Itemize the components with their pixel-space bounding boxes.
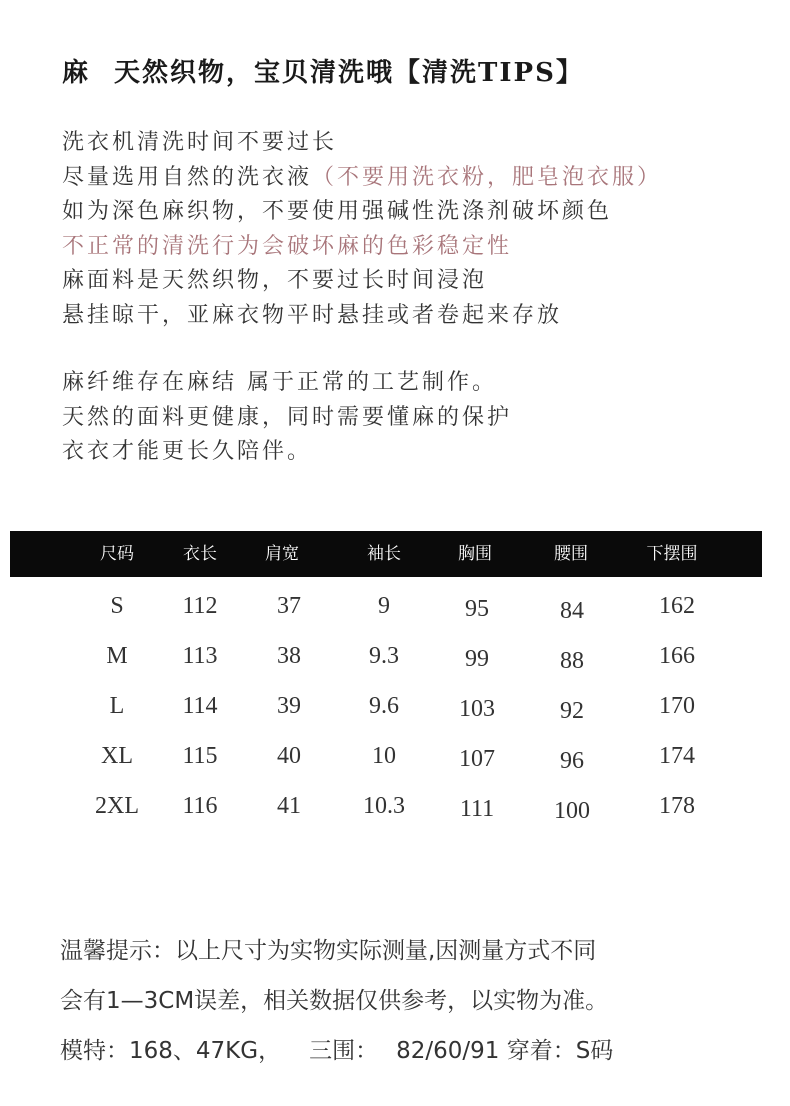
tip-line: 洗衣机清洗时间不要过长 (62, 130, 338, 155)
header-waist: 腰围 (554, 544, 588, 564)
cell-chest: 99 (465, 646, 489, 672)
measurement-footer (60, 926, 613, 1076)
cell-chest: 103 (459, 696, 495, 722)
tip-line: 麻面料是天然织物，不要过长时间浸泡 (62, 268, 488, 293)
size-table-body (0, 585, 790, 845)
cell-sleeve: 10 (372, 743, 396, 769)
cell-shoulder: 41 (277, 793, 301, 819)
cell-length: 112 (182, 593, 218, 619)
cell-hem: 162 (659, 593, 695, 619)
title-fabric: 麻 (62, 58, 91, 88)
header-hem: 下摆围 (646, 544, 698, 564)
table-row (0, 793, 790, 843)
cell-length: 116 (182, 793, 218, 819)
cell-shoulder: 39 (277, 693, 301, 719)
cell-shoulder: 40 (277, 743, 301, 769)
cell-sleeve: 9.3 (369, 643, 399, 669)
cell-shoulder: 37 (277, 593, 301, 619)
header-size: 尺码 (100, 544, 134, 564)
cell-hem: 170 (659, 693, 695, 719)
page-title (62, 52, 584, 89)
table-row (0, 693, 790, 743)
tip-line: 悬挂晾干，亚麻衣物平时悬挂或者卷起来存放 (62, 302, 563, 328)
measurements-label: 三围： (309, 1038, 379, 1064)
cell-chest: 107 (459, 746, 495, 772)
cleaning-tips (62, 126, 662, 333)
tip-highlight: （不要用洗衣粉，肥皂泡衣服） (312, 164, 663, 190)
cell-size: XL (101, 743, 133, 769)
header-shoulder: 肩宽 (265, 544, 299, 564)
cell-size: S (110, 593, 124, 619)
cell-waist: 88 (560, 648, 584, 674)
cell-sleeve: 9 (378, 593, 390, 619)
cell-sleeve: 10.3 (363, 793, 405, 819)
tip-line: 如为深色麻织物，不要使用强碱性洗涤剂破坏颜色 (62, 199, 613, 224)
table-row (0, 643, 790, 693)
footer-line: 温馨提示：以上尺寸为实物实际测量,因测量方式不同 (60, 938, 597, 964)
note-line: 麻纤维存在麻结 属于正常的工艺制作。 (62, 370, 497, 395)
cell-hem: 166 (659, 643, 695, 669)
tip-line: 尽量选用自然的洗衣液（不要用洗衣粉，肥皂泡衣服） (62, 164, 663, 190)
cell-waist: 96 (560, 748, 584, 774)
table-row (0, 593, 790, 643)
model-label: 模特：168、47KG， (60, 1038, 282, 1064)
cell-waist: 100 (554, 798, 590, 824)
cell-hem: 174 (659, 743, 695, 769)
tip-warning-line: 不正常的清洗行为会破坏麻的色彩稳定性 (62, 233, 513, 259)
header-sleeve: 袖长 (367, 544, 401, 564)
cell-length: 113 (182, 643, 218, 669)
cell-length: 115 (182, 743, 218, 769)
cell-chest: 111 (459, 796, 495, 822)
cell-waist: 84 (560, 598, 584, 624)
wearing-label: 穿着：S码 (506, 1038, 614, 1064)
size-table-header (10, 531, 762, 577)
cell-size: M (106, 643, 128, 669)
header-length: 衣长 (183, 544, 217, 564)
cell-waist: 92 (560, 698, 584, 724)
cell-shoulder: 38 (277, 643, 301, 669)
cell-sleeve: 9.6 (369, 693, 399, 719)
cell-hem: 178 (659, 793, 695, 819)
table-row (0, 743, 790, 793)
fabric-notes (62, 366, 512, 470)
cell-size: L (109, 693, 125, 719)
note-line: 天然的面料更健康，同时需要懂麻的保护 (62, 404, 513, 430)
model-info (60, 1026, 613, 1076)
title-main: 天然织物，宝贝清洗哦【清洗TIPS】 (114, 58, 584, 88)
header-chest: 胸围 (458, 544, 492, 564)
note-line: 衣衣才能更长久陪伴。 (62, 439, 313, 464)
cell-length: 114 (182, 693, 218, 719)
cell-chest: 95 (465, 596, 489, 622)
footer-line: 会有1—3CM误差，相关数据仅供参考，以实物为准。 (60, 988, 609, 1014)
cell-size: 2XL (95, 793, 139, 819)
measurements-value: 82/60/91 (396, 1038, 500, 1064)
